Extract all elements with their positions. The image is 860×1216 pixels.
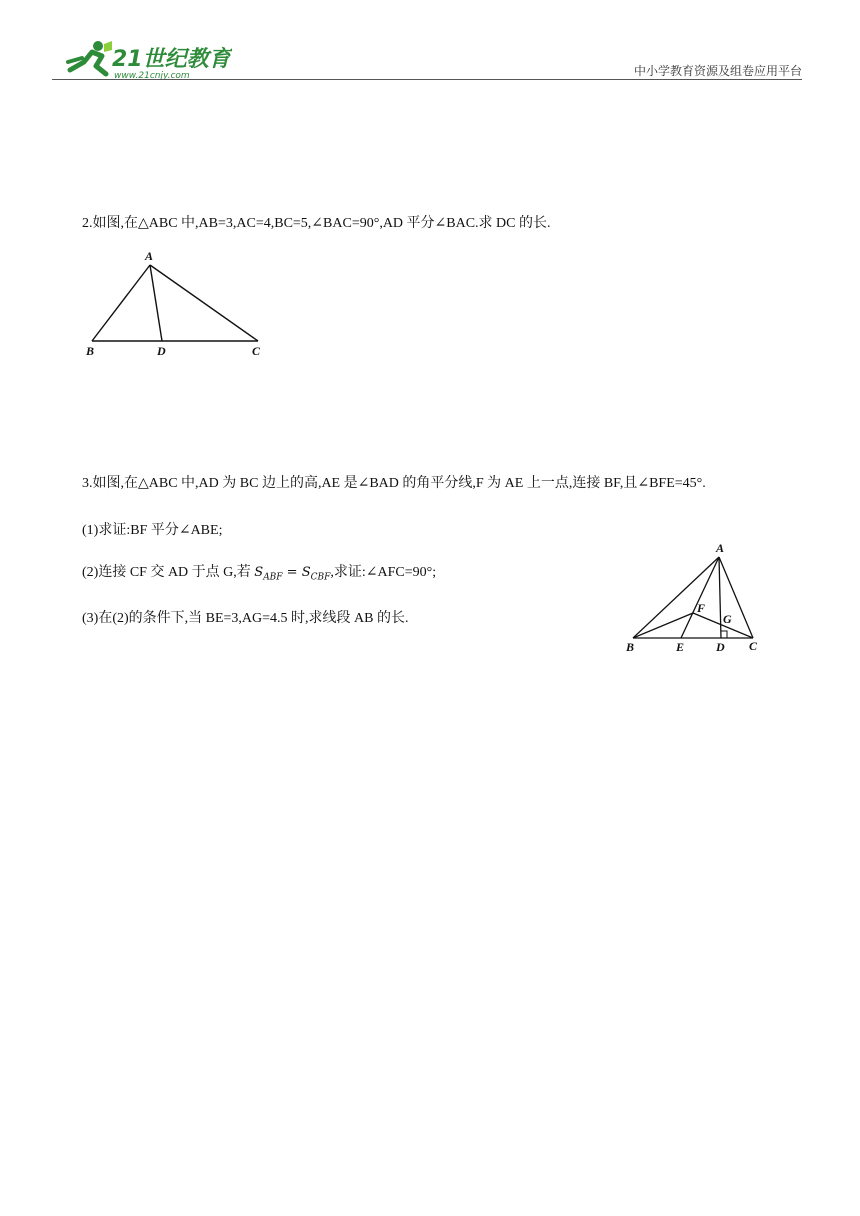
- label-C: C: [252, 344, 261, 358]
- part-2-suffix: ,求证:∠AFC=90°;: [330, 565, 437, 580]
- label-G: G: [723, 612, 732, 626]
- label-F: F: [697, 601, 706, 615]
- question-2-figure: [84, 248, 274, 360]
- area-cbf: $S_{CBF}$: [301, 565, 331, 583]
- label-A: A: [145, 249, 154, 263]
- logo-url: www.21cnjy.com: [114, 71, 190, 81]
- label-D: D: [716, 640, 725, 654]
- logo-text: 21世纪教育: [112, 47, 231, 72]
- label-C: C: [749, 639, 758, 653]
- question-3-part-1: (1)求证:BF 平分∠ABE;: [82, 523, 223, 538]
- label-D: D: [157, 344, 166, 358]
- question-3-part-3: (3)在(2)的条件下,当 BE=3,AG=4.5 时,求线段 AB 的长.: [82, 611, 409, 626]
- site-logo: [62, 40, 232, 82]
- label-B: B: [86, 344, 95, 358]
- question-3-part-2: [82, 563, 436, 588]
- question-3-text: 3.如图,在△ABC 中,AD 为 BC 边上的高,AE 是∠BAD 的角平分线,F 为 AE 上一点,连接 BF,且∠BFE=45°.: [82, 476, 706, 491]
- area-abf: $S_{ABF}$: [254, 565, 283, 583]
- question-3-figure: [622, 540, 767, 658]
- runner-icon: [68, 41, 112, 74]
- question-2-text: 2.如图,在△ABC 中,AB=3,AC=4,BC=5,∠BAC=90°,AD 平分∠BAC.求 DC 的长.: [82, 216, 551, 231]
- label-E: E: [676, 640, 685, 654]
- header-platform-text: 中小学教育资源及组卷应用平台: [633, 64, 802, 78]
- header-divider: [52, 79, 802, 80]
- equals-sign: =: [282, 565, 302, 580]
- label-A: A: [716, 541, 725, 555]
- label-B: B: [626, 640, 635, 654]
- part-2-prefix: (2)连接 CF 交 AD 于点 G,若: [82, 565, 255, 580]
